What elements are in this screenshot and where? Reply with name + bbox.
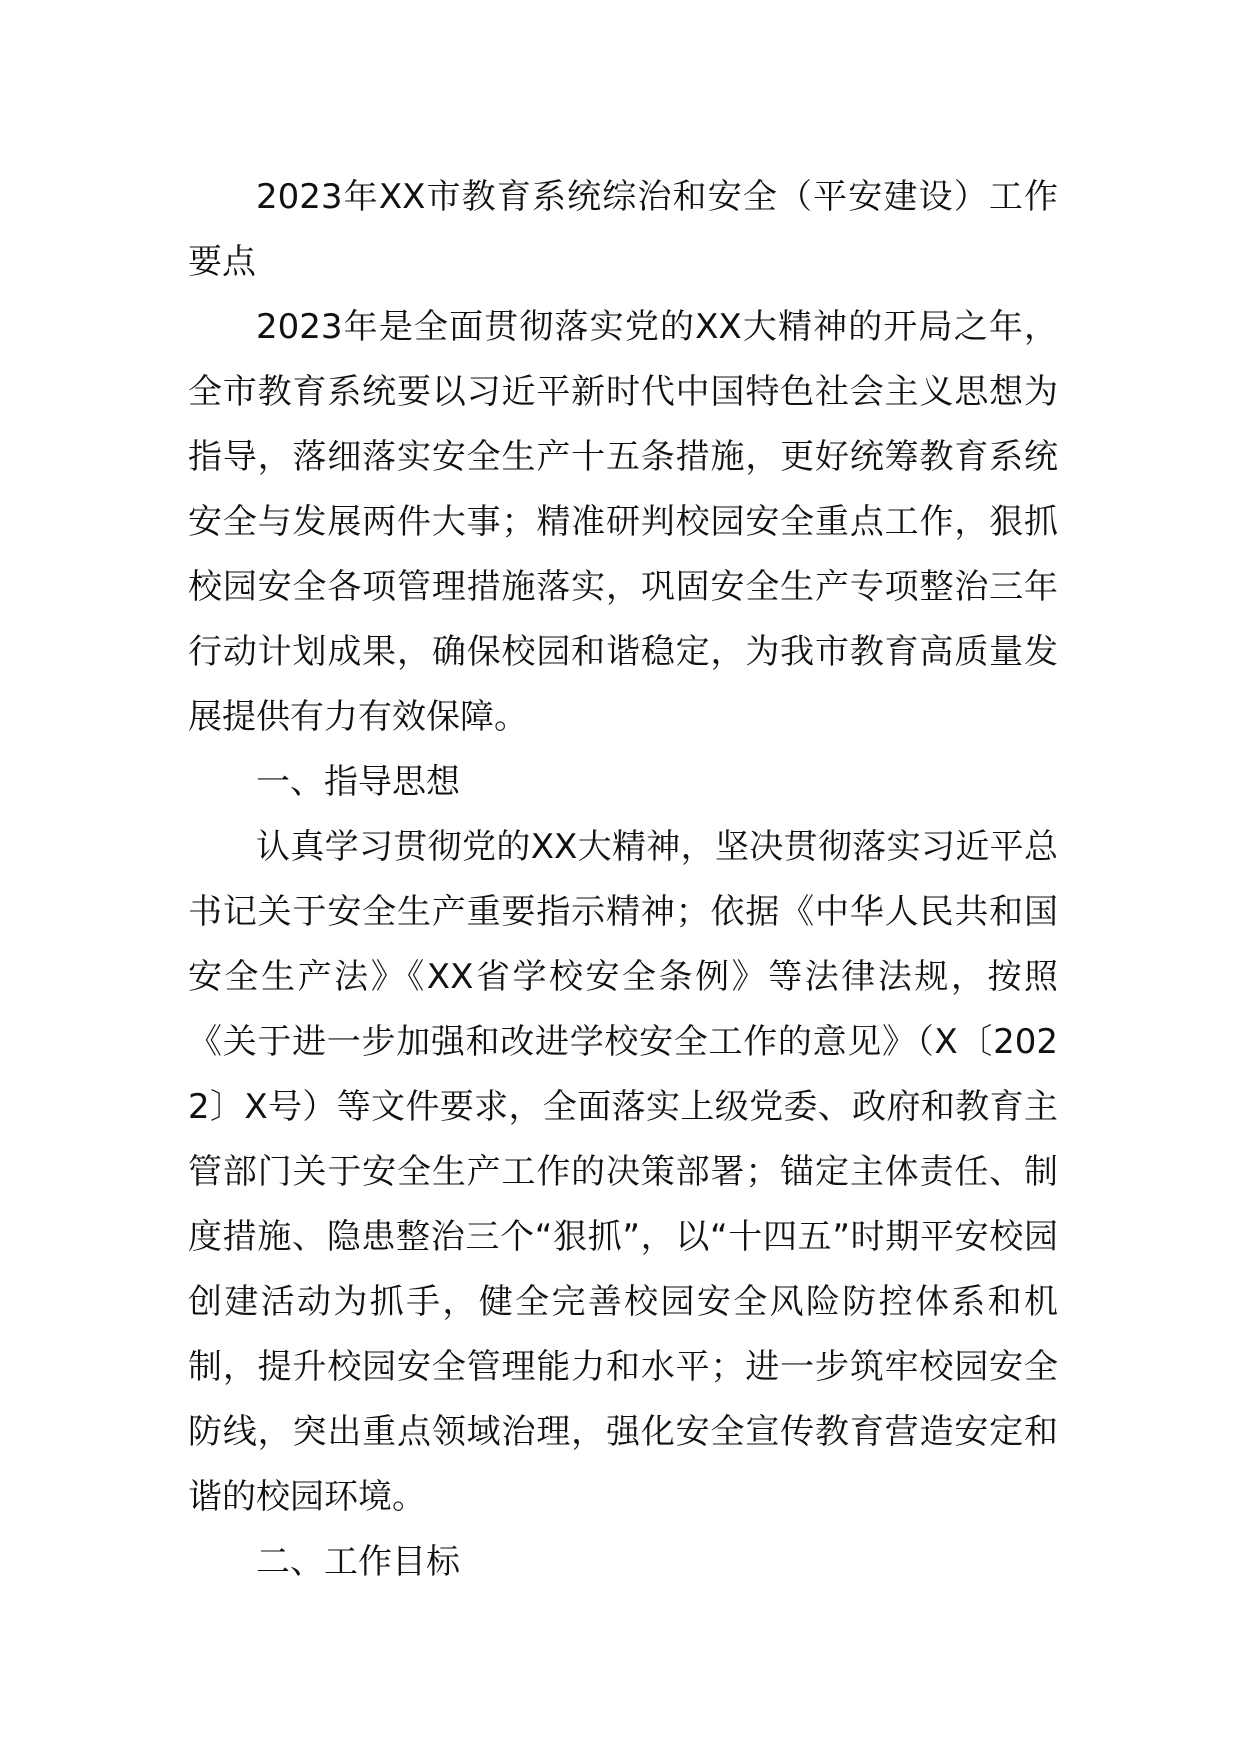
guiding-ideology-paragraph: 认真学习贯彻党的XX大精神，坚决贯彻落实习近平总书记关于安全生产重要指示精神；依据《中华人民共和国安全生产法》《XX省学校安全条例》等法律法规，按照《关于进一步加强和改进学校安全工作的意见》（X〔2022〕X号）等文件要求，全面落实上级党委、政府和教育主管部门关于安全生产工作的决策部署；锚定主体责任、制度措施、隐患整治三个“狠抓”，以“十四五”时期平安校园创建活动为抓手，健全完善校园安全风险防控体系和机制，提升校园安全管理能力和水平；进一步筑牢校园安全防线，突出重点领域治理，强化安全宣传教育营造安定和谐的校园环境。: [188, 827, 1058, 1517]
document-title: 2023年XX市教育系统综治和安全（平安建设）工作要点: [188, 177, 1058, 282]
document-body: [188, 165, 1058, 1595]
section-heading-work-goals: 二、工作目标: [256, 1542, 460, 1582]
section-heading-guiding-ideology: 一、指导思想: [256, 762, 460, 802]
intro-paragraph: 2023年是全面贯彻落实党的XX大精神的开局之年，全市教育系统要以习近平新时代中国特色社会主义思想为指导，落细落实安全生产十五条措施，更好统筹教育系统安全与发展两件大事；精准研判校园安全重点工作，狠抓校园安全各项管理措施落实，巩固安全生产专项整治三年行动计划成果，确保校园和谐稳定，为我市教育高质量发展提供有力有效保障。: [188, 307, 1058, 737]
